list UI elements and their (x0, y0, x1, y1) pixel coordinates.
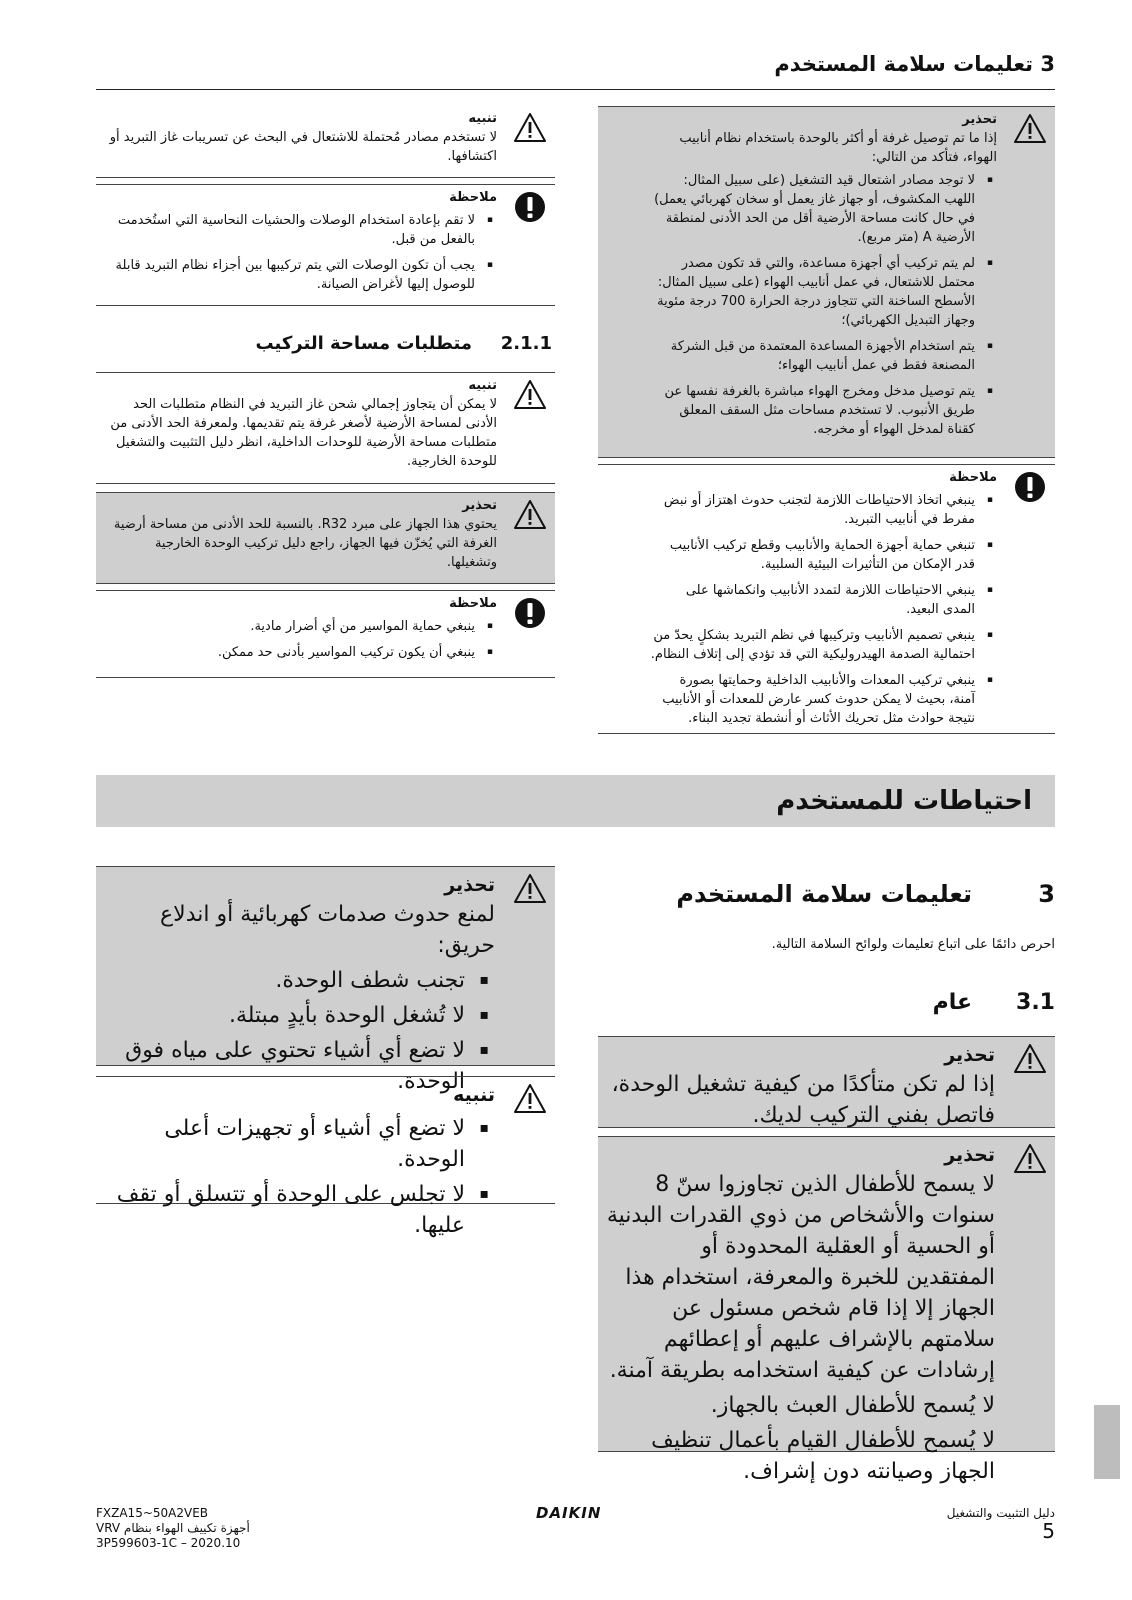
warning-triangle-icon (513, 872, 547, 906)
note-title: ملاحظة (449, 190, 497, 205)
list-item: ▪ تنبغي حماية أجهزة الحماية والأنابيب وقطع تركيب الأنابيب قدر الإمكان من التأثيرات البيئية السلبية. (650, 536, 997, 574)
warning-intro: إذا ما تم توصيل غرفة أو أكثر بالوحدة باستخدام نظام أنابيب الهواء، فتأكد من التالي: (679, 131, 997, 165)
list-item: ▪ يتم استخدام الأجهزة المساعدة المعتمدة من قبل الشركة المصنعة فقط في عمل أنابيب الهواء؛ (650, 337, 997, 375)
list-item: ▪ يجب أن تكون الوصلات التي يتم تركيبها بين أجزاء نظام التبريد قابلة للوصول إليها لأغراض الصيانة. (104, 256, 497, 294)
caution-body: لا تستخدم مصادر مُحتملة للاشتعال في البحث عن تسريبات غاز التبريد أو اكتشافها. (109, 130, 497, 164)
warning-triangle-icon (1013, 1042, 1047, 1076)
list-item: ▪ تجنب شطف الوحدة. (104, 965, 495, 996)
warning-triangle-icon (513, 498, 547, 532)
caution-triangle-icon (513, 378, 547, 412)
caution-box-objects (96, 1076, 555, 1238)
caution-body: لا يمكن أن يتجاوز إجمالي شحن غاز التبريد في النظام متطلبات الحد الأدنى لمساحة الأرضية لأصغر غرفة يتم تقديمها. ولمعرفة الحد الأدنى من متطلبات مساحة الأرضية للوحدات الداخلية، انظر دليل التثبيت والتشغيل للوحدة الخارجية. (110, 397, 497, 469)
warning-triangle-icon (1013, 1142, 1047, 1176)
footer-doc-code: 3P599603-1C – 2020.10 (96, 1536, 241, 1550)
caution-title: تنبيه (468, 111, 497, 126)
warning-title: تحذير (944, 1144, 995, 1166)
header-divider (96, 89, 1055, 90)
caution-title: تنبيه (468, 378, 497, 393)
caution-box-refrigerant-charge (96, 372, 555, 484)
warning-title: تحذير (444, 874, 495, 896)
note-box-joints (96, 184, 555, 306)
warning-title: تحذير (944, 1044, 995, 1066)
warning-intro: لمنع حدوث صدمات كهربائية أو اندلاع حريق: (160, 902, 495, 958)
footer-model: FXZA15~50A2VEB (96, 1506, 209, 1520)
list-item: ▪ لا تُشغل الوحدة بأيدٍ مبتلة. (104, 1000, 495, 1031)
warning-body: يحتوي هذا الجهاز على مبرد R32. بالنسبة للحد الأدنى من مساحة أرضية الغرفة التي يُخزّن فيها الجهاز، راجع دليل تركيب الوحدة الخارجية وتشغيلها. (113, 517, 497, 570)
warning-box-children (598, 1136, 1055, 1484)
section-intro: احرص دائمًا على اتباع تعليمات ولوائح السلامة التالية. (771, 937, 1055, 952)
banner-title: احتياطات للمستخدم (776, 786, 1032, 816)
page-side-tab (1094, 1405, 1120, 1479)
note-list (650, 491, 997, 728)
list-item: ▪ ينبغي أن يكون تركيب المواسير بأدنى حد ممكن. (104, 643, 497, 662)
note-list (104, 211, 497, 294)
list-item: ▪ يتم توصيل مدخل ومخرج الهواء مباشرة بالغرفة نفسها عن طريق الأنبوب. لا تستخدم مساحات مثل السقف المعلق كقناة لمدخل الهواء أو مخرجه. (650, 382, 997, 439)
caution-triangle-icon (513, 1082, 547, 1116)
daikin-logo: DAIKIN (536, 1504, 602, 1522)
warning-list (650, 171, 997, 439)
warning-body: لا يُسمح للأطفال العبث بالجهاز. (710, 1393, 995, 1418)
note-title: ملاحظة (949, 470, 997, 485)
section-title-installation-space: متطلبات مساحة التركيب (255, 333, 472, 354)
section-number-3: 3 (1038, 880, 1055, 908)
subsection-number-3-1: 3.1 (1016, 990, 1055, 1015)
list-item: ▪ لا توجد مصادر اشتعال قيد التشغيل (على سبيل المثال: اللهب المكشوف، أو جهاز غاز يعمل أو سخان كهربائي يعمل) في حال كانت مساحة الأرضية أقل من الحد الأدنى لمنطقة الأرضية A (متر مربع). (650, 171, 997, 247)
warning-body: لا يُسمح للأطفال القيام بأعمال تنظيف الجهاز وصيانته دون إشراف. (651, 1428, 995, 1484)
section-number-2-1-1: 2.1.1 (500, 333, 552, 354)
note-box-piping (598, 464, 1055, 734)
list-item: ▪ لا تضع أي أشياء أو تجهيزات أعلى الوحدة. (104, 1113, 495, 1175)
warning-body: إذا لم تكن متأكدًا من كيفية تشغيل الوحدة، فاتصل بفني التركيب لديك. (611, 1072, 995, 1128)
footer-manual-title: دليل التثبيت والتشغيل (946, 1506, 1055, 1520)
list-item: ▪ ينبغي تصميم الأنابيب وتركيبها في نظم التبريد بشكلٍ يحدّ من احتمالية الصدمة الهيدروليكية التي قد تؤدي إلى إتلاف النظام. (650, 626, 997, 664)
footer-product: أجهزة تكييف الهواء بنظام VRV (96, 1521, 250, 1535)
caution-triangle-icon (513, 111, 547, 145)
note-title: ملاحظة (449, 596, 497, 611)
note-box-pipes (96, 590, 555, 678)
warning-box-r32 (96, 492, 555, 584)
section-title-user-safety: تعليمات سلامة المستخدم (676, 880, 972, 908)
warning-body: لا يسمح للأطفال الذين تجاوزوا سنّ 8 سنوات والأشخاص من ذوي القدرات البدنية أو الحسية أو العقلية المحدودة أو المفتقدين للخبرة والمعرفة، استخدام هذا الجهاز إلا إذا قام شخص مسئول عن سلامتهم بالإشراف عليهم أو إعطائهم إرشادات عن كيفية استخدامه بطريقة آمنة. (606, 1172, 995, 1383)
subsection-title-general: عام (932, 990, 972, 1015)
caution-list (104, 1113, 495, 1241)
warning-title: تحذير (462, 498, 497, 513)
note-exclamation-icon (513, 596, 547, 630)
list-item: ▪ ينبغي حماية المواسير من أي أضرار مادية. (104, 617, 497, 636)
list-item: ▪ لم يتم تركيب أي أجهزة مساعدة، والتي قد تكون مصدر محتمل للاشتعال، في عمل أنابيب الهواء (على سبيل المثال: الأسطح الساخنة التي تتجاوز درجة الحرارة 700 درجة مئوية وجهاز التبديل الكهربائي)؛ (650, 254, 997, 330)
warning-box-electric-shock (96, 866, 555, 1094)
note-exclamation-icon (1013, 470, 1047, 504)
warning-box-air-ducts (598, 106, 1055, 458)
list-item: ▪ ينبغي الاحتياطات اللازمة لتمدد الأنابيب وانكماشها على المدى البعيد. (650, 581, 997, 619)
page-header-title: 3 تعليمات سلامة المستخدم (774, 52, 1055, 76)
warning-triangle-icon (1013, 112, 1047, 146)
note-list (104, 617, 497, 662)
list-item: ▪ لا تقم بإعادة استخدام الوصلات والحشيات النحاسية التي استُخدمت بالفعل من قبل. (104, 211, 497, 249)
warning-box-installer (598, 1036, 1055, 1128)
note-exclamation-icon (513, 190, 547, 224)
caution-box-leak-detection (96, 106, 555, 178)
caution-title: تنبيه (453, 1084, 495, 1106)
footer-page-number: 5 (1042, 1519, 1055, 1543)
warning-title: تحذير (962, 112, 997, 127)
list-item: ▪ لا تجلس على الوحدة أو تتسلق أو تقف عليها. (104, 1179, 495, 1241)
list-item: ▪ لا تضع أي أشياء تحتوي على مياه فوق الوحدة. (104, 1035, 495, 1097)
list-item: ▪ ينبغي تركيب المعدات والأنابيب الداخلية وحمايتها بصورة آمنة، بحيث لا يمكن حدوث كسر عارض للمعدات أو الأنابيب نتيجة حوادث مثل تحريك الأثاث أو أنشطة تجديد البناء. (650, 671, 997, 728)
list-item: ▪ ينبغي اتخاذ الاحتياطات اللازمة لتجنب حدوث اهتزاز أو نبض مفرط في أنابيب التبريد. (650, 491, 997, 529)
